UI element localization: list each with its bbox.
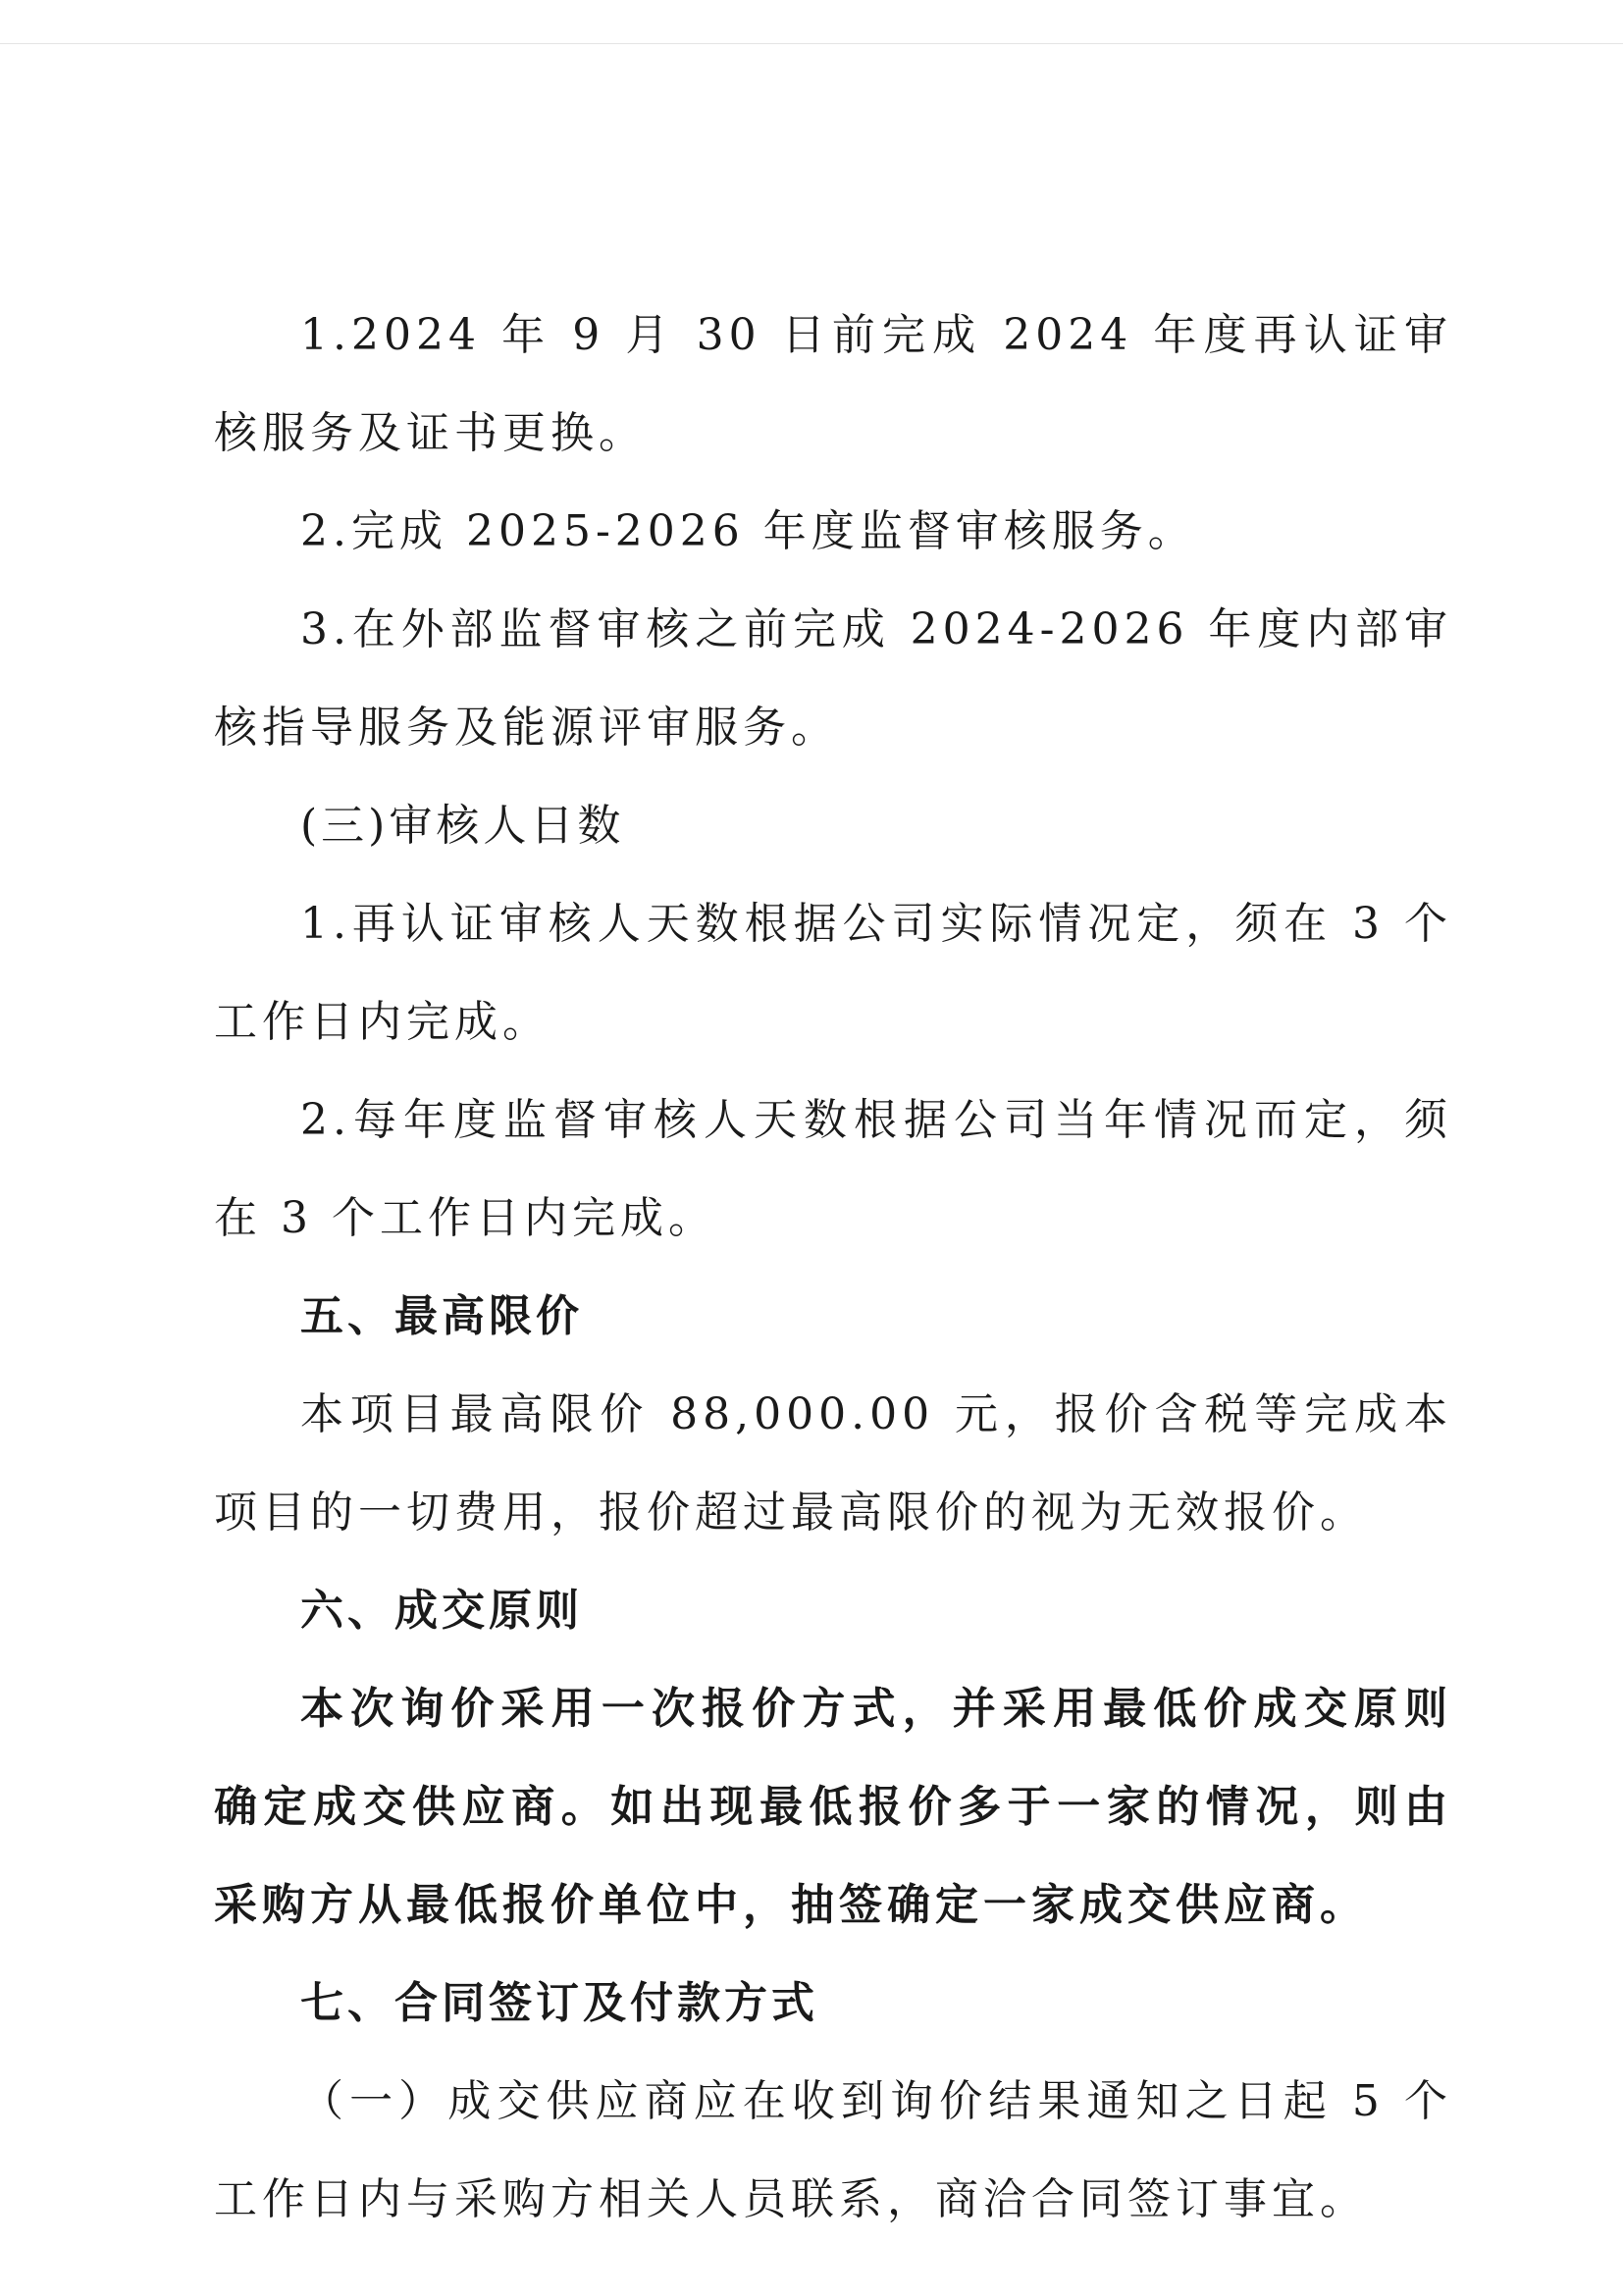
schedule-item-1: 1.2024 年 9 月 30 日前完成 2024 年度再认证审核服务及证书更换。 (214, 310, 1452, 458)
section-3-title: (三)审核人日数 (300, 801, 625, 851)
section-7-item-1: （一）成交供应商应在收到询价结果通知之日起 5 个工作日内与采购方相关人员联系，商洽合同签订事宜。 (214, 2076, 1452, 2224)
schedule-item-3: 3.在外部监督审核之前完成 2024-2026 年度内部审核指导服务及能源评审服务。 (214, 604, 1452, 753)
section-5-body: 本项目最高限价 88,000.00 元，报价含税等完成本项目的一切费用，报价超过最高限价的视为无效报价。 (214, 1389, 1452, 1538)
days-item-1: 1.再认证审核人天数根据公司实际情况定，须在 3 个工作日内完成。 (214, 899, 1452, 1047)
days-item-2: 2.每年度监督审核人天数根据公司当年情况而定，须在 3 个工作日内完成。 (214, 1095, 1452, 1243)
section-5-title: 五、最高限价 (300, 1291, 583, 1341)
section-6-body: 本次询价采用一次报价方式，并采用最低价成交原则确定成交供应商。如出现最低报价多于一家的情况，则由采购方从最低报价单位中，抽签确定一家成交供应商。 (214, 1684, 1452, 1930)
schedule-item-2: 2.完成 2025-2026 年度监督审核服务。 (300, 506, 1196, 556)
section-7-title: 七、合同签订及付款方式 (300, 1978, 818, 2028)
scan-edge-line (0, 43, 1623, 44)
section-6-title: 六、成交原则 (300, 1586, 583, 1636)
